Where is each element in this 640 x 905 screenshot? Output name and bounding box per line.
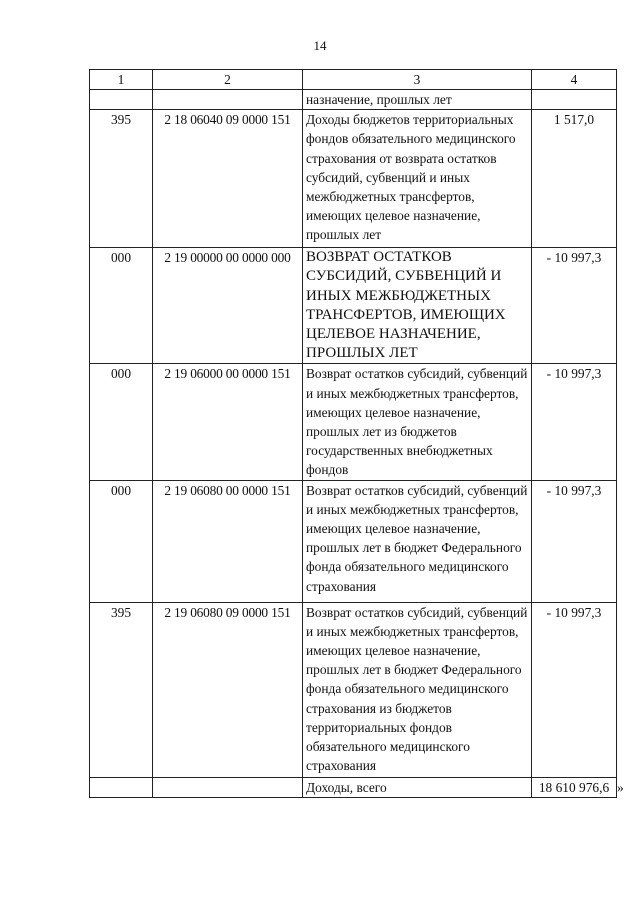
amount-cell (532, 90, 617, 110)
admin-code-cell: 000 (90, 364, 153, 480)
amount-cell: - 10 997,3 (532, 602, 617, 777)
total-amount-cell (532, 777, 624, 797)
page-number: 14 (313, 38, 327, 53)
budget-table (89, 69, 624, 798)
item-name-cell: Доходы бюджетов территориальных фондов обязательного медицинского страхования от возврата остатков субсидий, субвенций и иных межбюджетных трансфертов, имеющих целевое назначение, прошлых лет (303, 110, 532, 248)
budget-code-cell: 2 19 06080 00 0000 151 (153, 480, 303, 602)
item-name-cell: ВОЗВРАТ ОСТАТКОВ СУБСИДИЙ, СУБВЕНЦИЙ И ИНЫХ МЕЖБЮДЖЕТНЫХ ТРАНСФЕРТОВ, ИМЕЮЩИХ ЦЕЛЕВОЕ НАЗНАЧЕНИЕ, ПРОШЛЫХ ЛЕТ (303, 248, 532, 364)
item-name-cell: Возврат остатков субсидий, субвенций и иных межбюджетных трансфертов, имеющих целевое назначение, прошлых лет в бюджет Федерального фонда обязательного медицинского страхования из бюджетов территориальных фондов обязательного медицинского страхования (303, 602, 532, 777)
amount-cell: - 10 997,3 (532, 480, 617, 602)
budget-code-cell: 2 19 06000 00 0000 151 (153, 364, 303, 480)
item-name-cell: Возврат остатков субсидий, субвенций и иных межбюджетных трансфертов, имеющих целевое назначение, прошлых лет из бюджетов государственных внебюджетных фондов (303, 364, 532, 480)
total-label-cell: Доходы, всего (303, 777, 532, 797)
budget-code-cell: 2 19 06080 09 0000 151 (153, 602, 303, 777)
budget-code-cell (153, 777, 303, 797)
header-cell-1: 1 (90, 70, 153, 90)
closing-quote: » (617, 779, 624, 795)
table-row (90, 248, 617, 364)
item-name-cell: Возврат остатков субсидий, субвенций и иных межбюджетных трансфертов, имеющих целевое назначение, прошлых лет в бюджет Федерального фонда обязательного медицинского страхования (303, 480, 532, 602)
table-row (90, 110, 617, 248)
admin-code-cell (90, 777, 153, 797)
total-row (90, 777, 617, 797)
table-header-row (90, 70, 617, 90)
table-row (90, 90, 617, 110)
admin-code-cell: 000 (90, 480, 153, 602)
budget-code-cell (153, 90, 303, 110)
admin-code-cell: 395 (90, 602, 153, 777)
item-name-cell: назначение, прошлых лет (303, 90, 532, 110)
table-row (90, 602, 617, 777)
admin-code-cell (90, 90, 153, 110)
amount-cell: - 10 997,3 (532, 364, 617, 480)
total-amount-value: 18 610 976,6 (538, 779, 610, 795)
table-row (90, 364, 617, 480)
budget-code-cell: 2 19 00000 00 0000 000 (153, 248, 303, 364)
admin-code-cell: 395 (90, 110, 153, 248)
header-cell-3: 3 (303, 70, 532, 90)
header-cell-4: 4 (532, 70, 617, 90)
budget-code-cell: 2 18 06040 09 0000 151 (153, 110, 303, 248)
amount-cell: - 10 997,3 (532, 248, 617, 364)
header-cell-2: 2 (153, 70, 303, 90)
table-row (90, 480, 617, 602)
amount-cell: 1 517,0 (532, 110, 617, 248)
admin-code-cell: 000 (90, 248, 153, 364)
